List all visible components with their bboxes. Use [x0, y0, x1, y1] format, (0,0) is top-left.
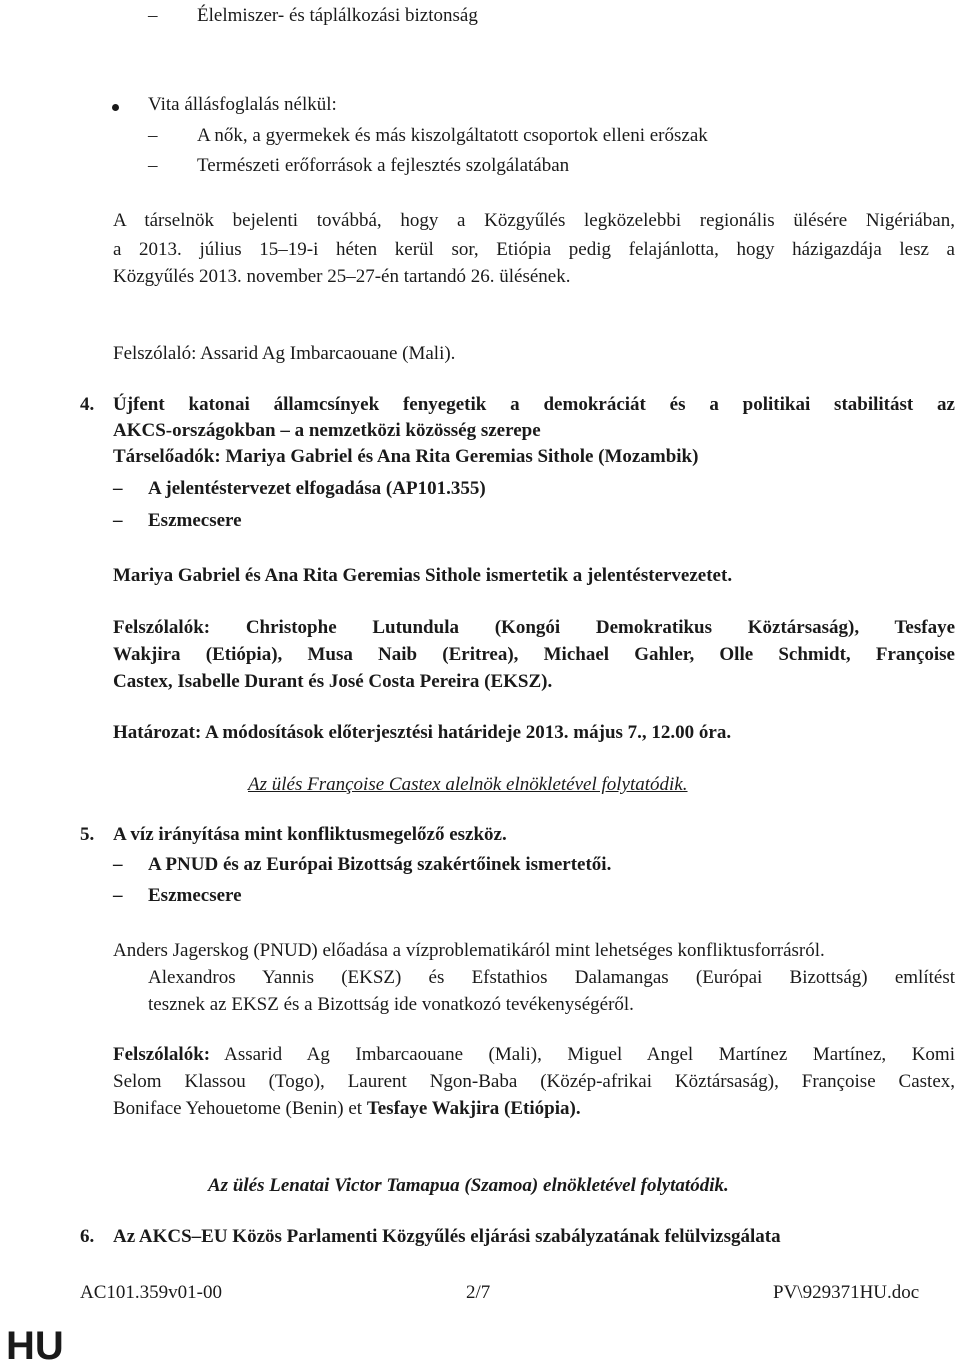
- announce-line: A társelnök bejelenti továbbá, hogy a Közgyűlés legközelebbi regionális ülésére Nigériában,: [113, 210, 955, 231]
- list-dash: –: [113, 854, 123, 875]
- item-title: AKCS-országokban – a nemzetközi közösség szerepe: [113, 420, 541, 441]
- footer-file-name: PV\929371HU.doc: [773, 1282, 920, 1303]
- list-dash: –: [113, 478, 123, 499]
- item-number: 4.: [80, 394, 95, 415]
- paragraph-line: Alexandros Yannis (EKSZ) és Efstathios Dalamangas (Európai Bizottság) említést: [148, 967, 955, 988]
- paragraph-line: Anders Jagerskog (PNUD) előadása a vízproblematikáról mint lehetséges konfliktusforrásról.: [113, 940, 825, 961]
- presentation-line: Mariya Gabriel és Ana Rita Geremias Sithole ismertetik a jelentéstervezetet.: [113, 565, 733, 586]
- chair-change-note: Az ülés Lenatai Victor Tamapua (Szamoa) elnökletével folytatódik.: [208, 1175, 729, 1196]
- item-number: 5.: [80, 824, 95, 845]
- item-number: 6.: [80, 1226, 95, 1247]
- speaker-line: Felszólaló: Assarid Ag Imbarcaouane (Mali).: [113, 343, 456, 364]
- list-item-food-security: Élelmiszer- és táplálkozási biztonság: [197, 5, 478, 26]
- decision-line: Határozat: A módosítások előterjesztési határideje 2013. május 7., 12.00 óra.: [113, 722, 732, 743]
- bullet-icon: [112, 104, 119, 111]
- list-dash: –: [148, 125, 158, 146]
- speakers-text: Assarid Ag Imbarcaouane (Mali), Miguel Angel Martínez Martínez, Komi: [224, 1044, 955, 1065]
- speakers-line: Selom Klassou (Togo), Laurent Ngon-Baba (Közép-afrikai Köztársaság), Françoise Castex,: [113, 1071, 955, 1092]
- speakers-line: Castex, Isabelle Durant és José Costa Pereira (EKSZ).: [113, 671, 553, 692]
- item-title: Újfent katonai államcsínyek fenyegetik a demokráciát és a politikai stabilitást az: [113, 394, 955, 415]
- speakers-line: Felszólalók: Christophe Lutundula (Kongói Demokratikus Köztársaság), Tesfaye: [113, 617, 955, 638]
- speakers-line: [113, 1099, 581, 1118]
- sub-item: A PNUD és az Európai Bizottság szakértőinek ismertetői.: [148, 854, 612, 875]
- list-dash: –: [113, 885, 123, 906]
- language-code: HU: [6, 1324, 64, 1368]
- chair-change-note: Az ülés Françoise Castex alelnök elnökletével folytatódik.: [248, 774, 688, 795]
- speakers-line: [113, 1045, 955, 1064]
- list-dash: –: [148, 5, 158, 26]
- item-title: Az AKCS–EU Közös Parlamenti Közgyűlés eljárási szabályzatának felülvizsgálata: [113, 1226, 781, 1247]
- vita-item: A nők, a gyermekek és más kiszolgáltatott csoportok elleni erőszak: [197, 125, 708, 146]
- sub-item: A jelentéstervezet elfogadása (AP101.355): [148, 478, 486, 499]
- speakers-text-bold: Tesfaye Wakjira (Etiópia).: [366, 1098, 581, 1119]
- announce-line: a 2013. július 15–19-i héten kerül sor, Etiópia pedig felajánlotta, hogy házigazdája lesz a: [113, 239, 955, 260]
- sub-item: Eszmecsere: [148, 510, 242, 531]
- announce-line: Közgyűlés 2013. november 25–27-én tartandó 26. ülésének.: [113, 266, 571, 287]
- sub-item: Eszmecsere: [148, 885, 242, 906]
- co-rapporteurs: Társelőadók: Mariya Gabriel és Ana Rita Geremias Sithole (Mozambik): [113, 446, 699, 467]
- vita-heading: Vita állásfoglalás nélkül:: [148, 94, 337, 115]
- list-dash: –: [113, 510, 123, 531]
- speakers-text: Boniface Yehouetome (Benin) et: [113, 1098, 367, 1119]
- footer-page-number: 2/7: [466, 1282, 491, 1303]
- list-dash: –: [148, 155, 158, 176]
- speakers-label: Felszólalók:: [113, 1044, 211, 1065]
- vita-item: Természeti erőforrások a fejlesztés szolgálatában: [197, 155, 570, 176]
- footer-doc-ref: AC101.359v01-00: [80, 1282, 222, 1303]
- item-title: A víz irányítása mint konfliktusmegelőző eszköz.: [113, 824, 507, 845]
- paragraph-line: tesznek az EKSZ és a Bizottság ide vonatkozó tevékenységéről.: [148, 994, 634, 1015]
- speakers-line: Wakjira (Etiópia), Musa Naib (Eritrea), Michael Gahler, Olle Schmidt, Françoise: [113, 644, 955, 665]
